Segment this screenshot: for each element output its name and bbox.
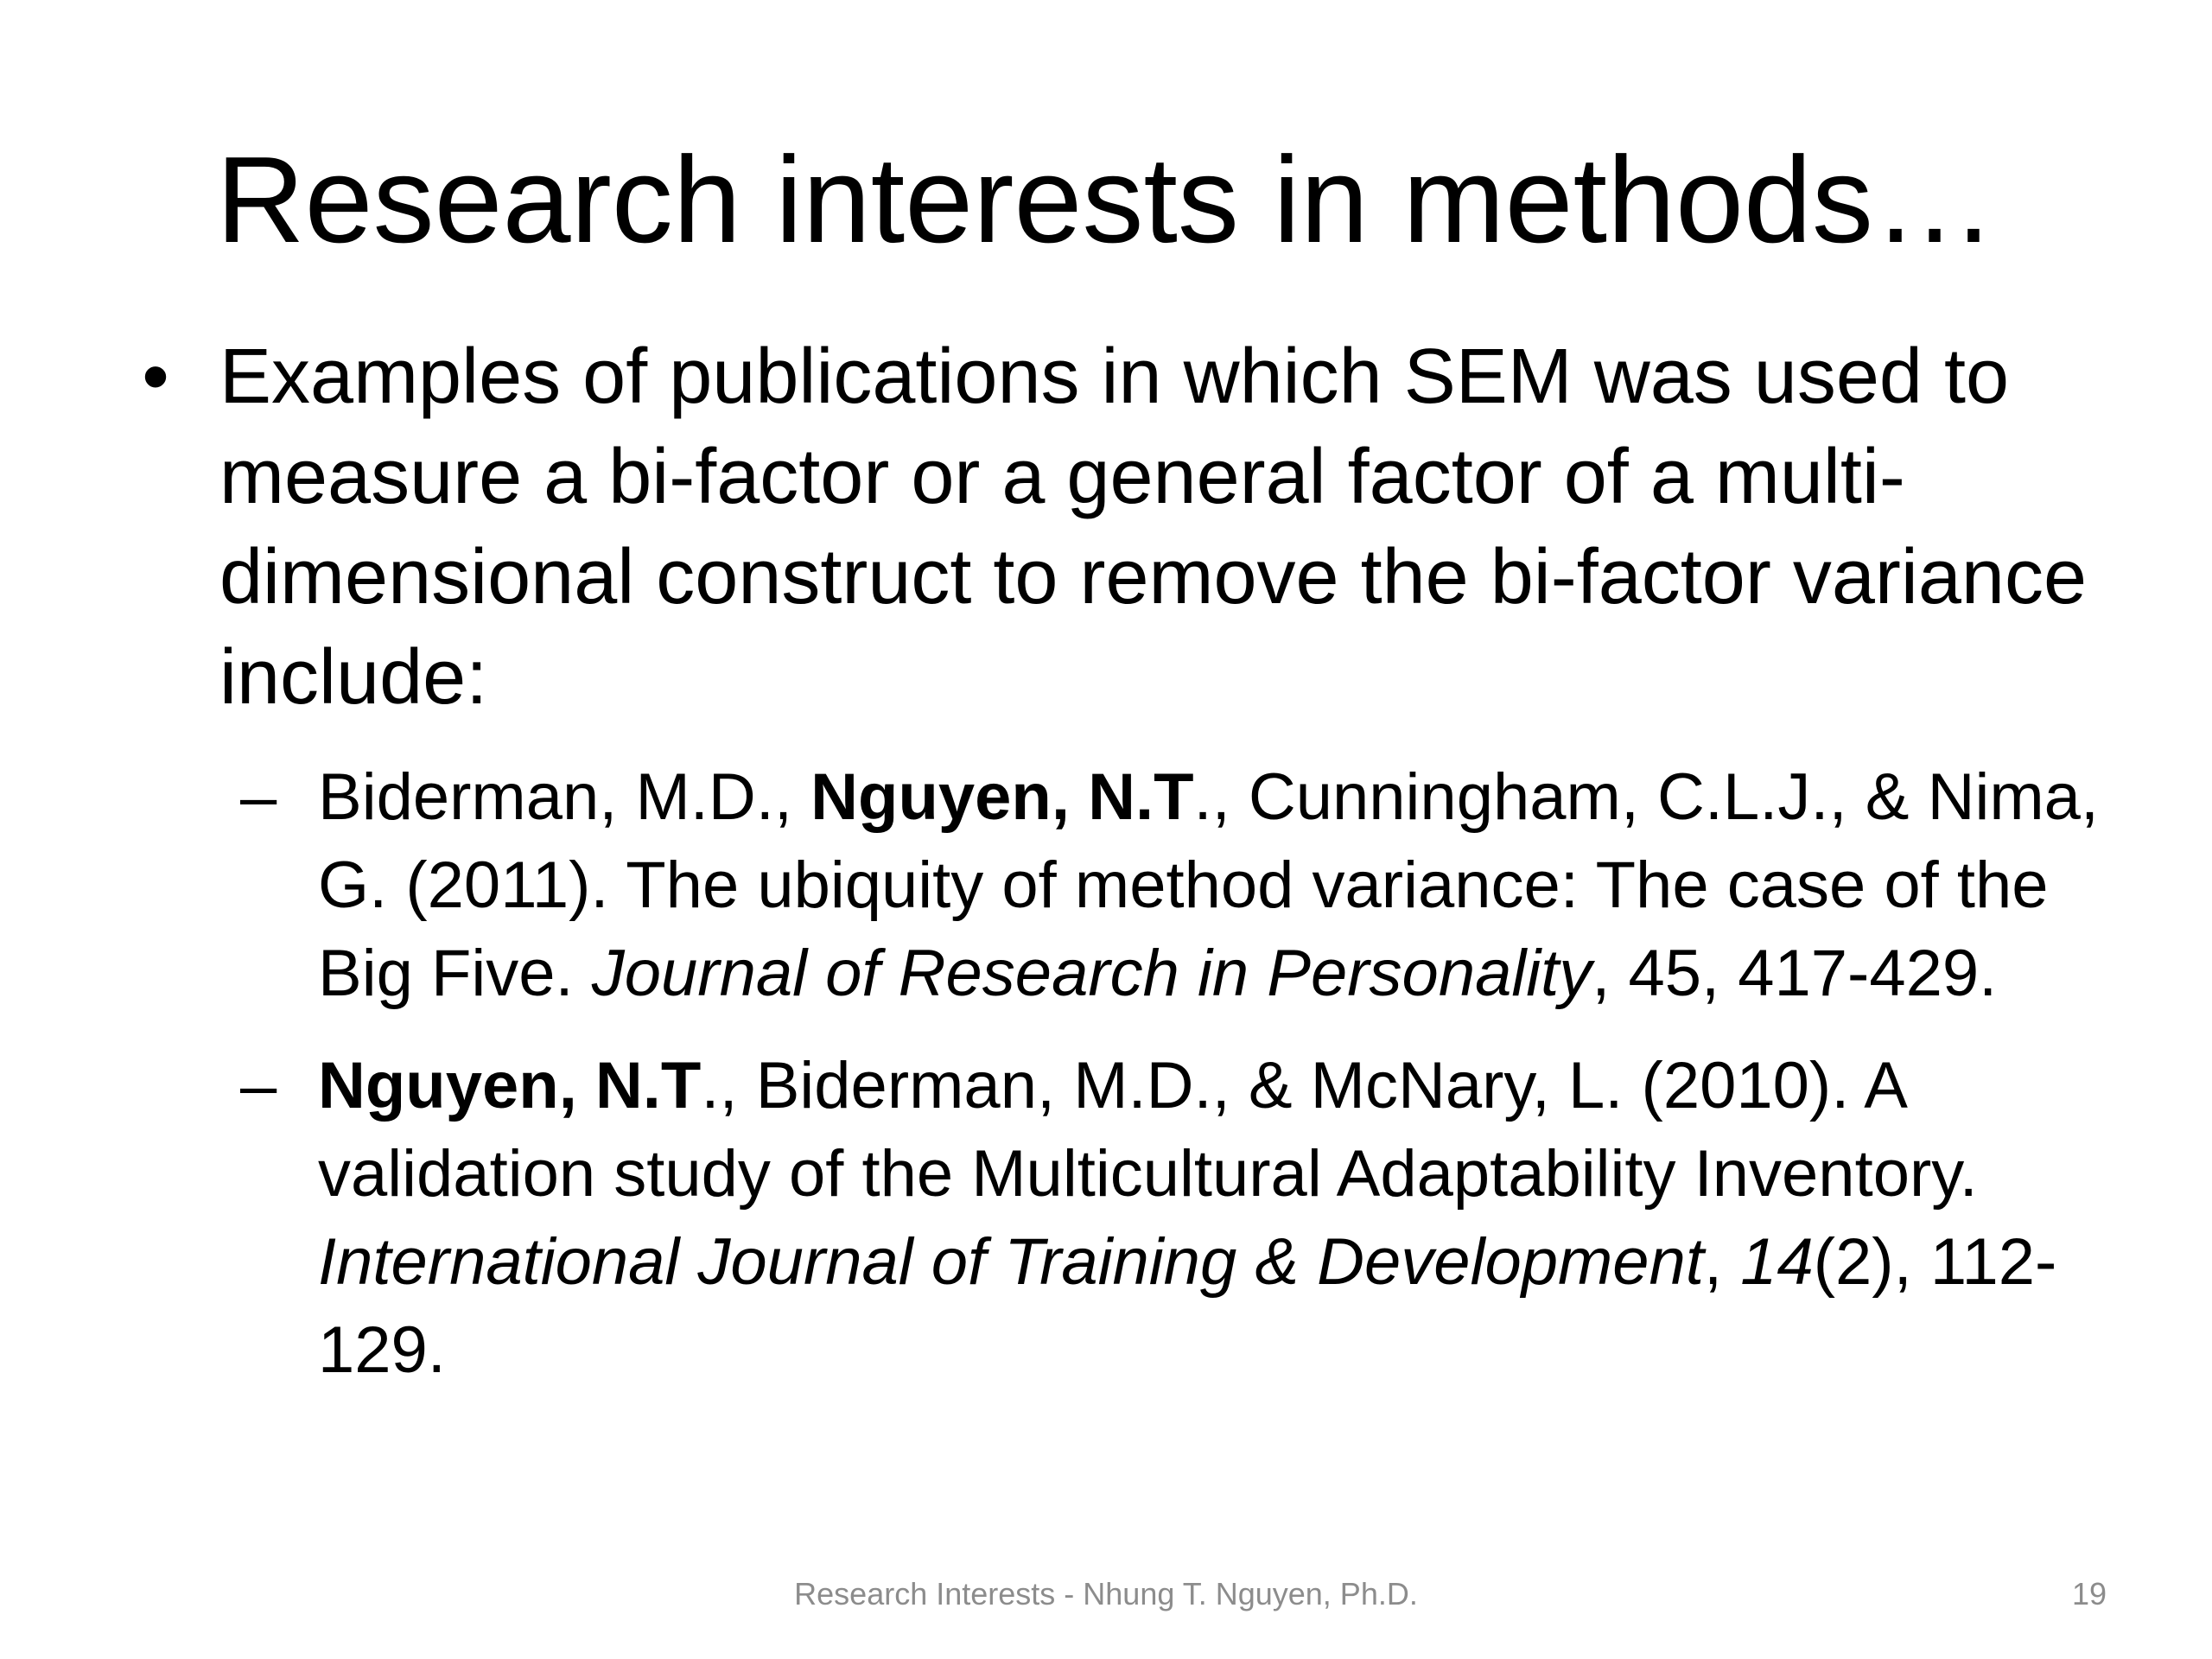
reference-citation: ., Biderman, M.D., & McNary, L. (2010). A validation study of the Multicultural Adaptability Inventory.: [318, 1049, 1978, 1211]
reference-item-biderman-2011: [130, 753, 2100, 1018]
slide-number: 19: [2071, 1576, 2107, 1611]
reference-authors: Biderman, M.D.,: [318, 760, 811, 834]
slide-title: Research interests in methods…: [216, 131, 1996, 269]
bullet-marker: •: [142, 334, 169, 420]
reference-separator: ,: [1703, 1225, 1741, 1299]
reference-volume: 14: [1740, 1225, 1814, 1299]
content-body: [130, 327, 2100, 1395]
reference-citation: ., Cunningham, C.L.J., & Nima, G. (2011). The ubiquity of method variance: The case of the Big Five.: [318, 760, 2100, 1010]
reference-pages: (2), 112-129.: [318, 1225, 2057, 1387]
bullet-text: Examples of publications in which SEM was used to measure a bi-factor or a general factor of a multi-dimensional construct to remove the bi-factor variance include:: [219, 334, 2088, 721]
reference-pages: , 45, 417-429.: [1592, 937, 1998, 1010]
sub-bullet-marker: –: [240, 1049, 277, 1122]
bullet-item: [130, 327, 2100, 728]
reference-journal: Journal of Research in Personality: [591, 937, 1592, 1010]
reference-item-nguyen-2010: [130, 1042, 2100, 1395]
reference-highlighted-author: Nguyen, N.T: [318, 1049, 702, 1122]
reference-highlighted-author: Nguyen, N.T: [810, 760, 1194, 834]
reference-journal: International Journal of Training & Development: [318, 1225, 1704, 1299]
slide-footer: Research Interests - Nhung T. Nguyen, Ph.D.: [794, 1576, 1418, 1611]
sub-bullet-marker: –: [240, 760, 277, 834]
